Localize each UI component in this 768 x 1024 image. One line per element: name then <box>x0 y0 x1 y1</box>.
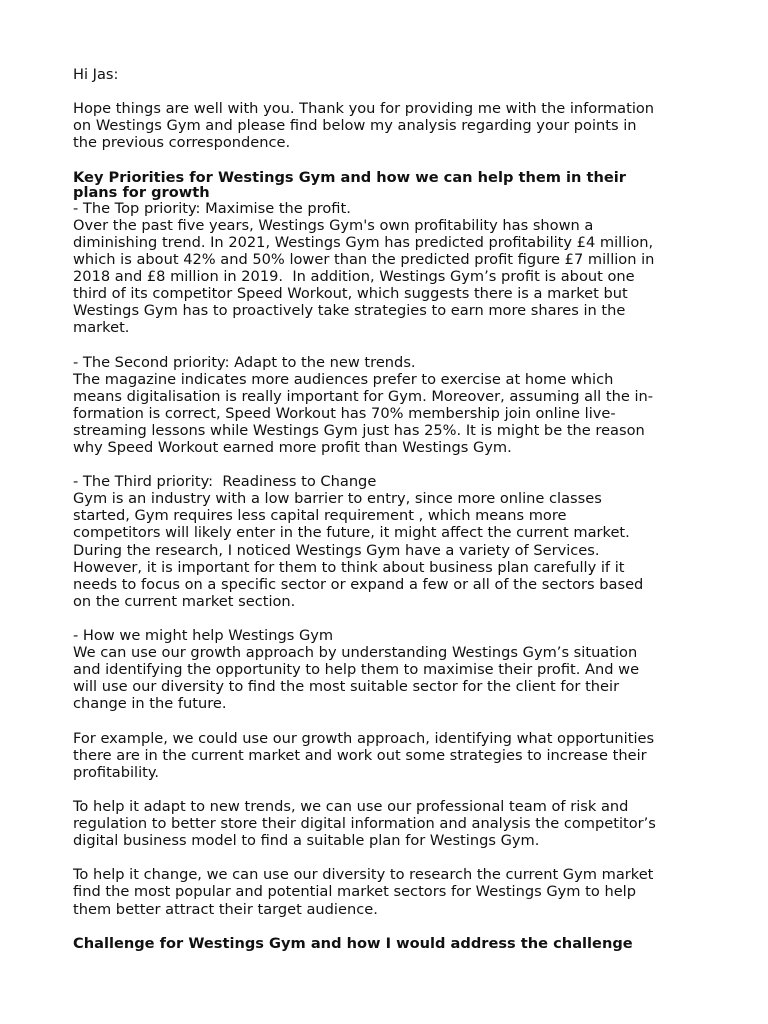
paragraph-second-priority: - The Second priority: Adapt to the new trends. The magazine indicates more audiences prefer to exercise at home which means digitalisation is really important for Gym. Moreover, assuming all the in- formation is correct, Speed Workout has 70% membership join online live- streaming lessons while Westings Gym just has 25%. It is might be the reason why Speed Workout earned more profit than Westings Gym. <box>73 353 654 456</box>
section-heading-key-priorities: Key Priorities for Westings Gym and how we can help them in their plans for growth <box>73 168 626 201</box>
paragraph-third-priority: - The Third priority: Readiness to Change Gym is an industry with a low barrier to entry, since more online classes started, Gym requires less capital requirement , which means more competitors will likely enter in the future, it might affect the current market. During the research, I noticed Westings Gym have a variety of Services. However, it is important for them to think about business plan carefully if it needs to focus on a specific sector or expand a few or all of the sectors based on the current market section. <box>73 473 644 610</box>
paragraph-how-we-help: - How we might help Westings Gym We can use our growth approach by understanding Westings Gym’s situation and identifying the opportunity to help them to maximise their profit. And we will use our diversity to find the most suitable sector for the client for their change in the future. <box>73 627 640 713</box>
intro-paragraph: Hope things are well with you. Thank you for providing me with the information on Westings Gym and please find below my analysis regarding your points in the previous correspondence. <box>73 100 655 152</box>
paragraph-adapt-trends: To help it adapt to new trends, we can use our professional team of risk and regulation to better store their digital information and analysis the competitor’s digital business model to find a suitable plan for Westings Gym. <box>73 797 656 850</box>
paragraph-example: For example, we could use our growth approach, identifying what opportunities there are in the current market and work out some strategies to increase their profitability. <box>73 729 655 781</box>
paragraph-help-change: To help it change, we can use our diversity to research the current Gym market find the most popular and potential market sectors for Westings Gym to help them better attract their target audience. <box>73 866 654 918</box>
greeting: Hi Jas: <box>73 66 119 83</box>
document-page <box>73 66 713 952</box>
section-heading-challenge: Challenge for Westings Gym and how I would address the challenge <box>73 934 633 952</box>
paragraph-top-priority: - The Top priority: Maximise the profit. Over the past five years, Westings Gym's own profitability has shown a diminishing trend. In 2021, Westings Gym has predicted profitability £4 million, which is about 42% and 50% lower than the predicted profit figure £7 million in 2018 and £8 million in 2019. In addition, Westings Gym’s profit is about one third of its competitor Speed Workout, which suggests there is a market but Westings Gym has to proactively take strategies to earn more shares in the market. <box>73 199 655 337</box>
